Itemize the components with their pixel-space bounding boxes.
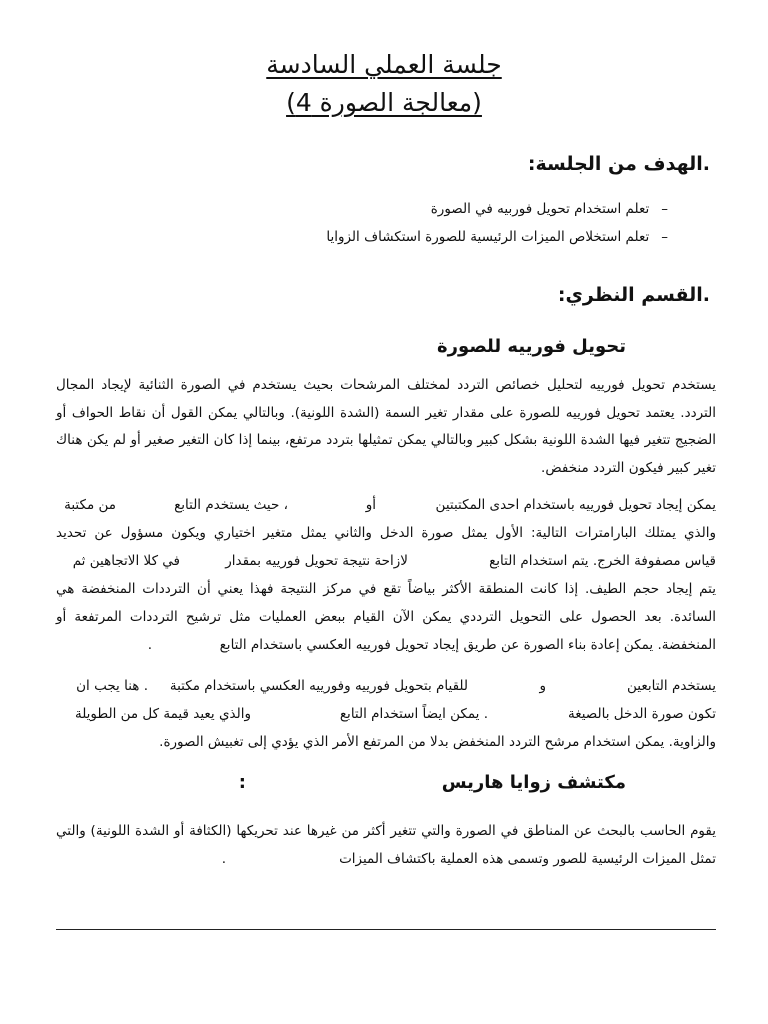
harris-colon: : [238,772,246,793]
para2-line-6 [56,631,716,659]
text-segment: و [539,678,546,694]
text-segment: تكون صورة الدخل بالصيغة [567,706,716,722]
para2-line-3 [56,547,716,575]
para2-line-5: السائدة. بعد الحصول على التحويل الترددي يمكن الآن القيام ببعض العمليات مثل ترشيح الترددات المرتفعة أو [56,609,716,625]
text-segment: للقيام بتحويل فورييه وفورييه العكسي باستخدام مكتبة [169,678,468,694]
para3-line-3: والزاوية. يمكن استخدام مرشح التردد المنخفض بدلا من المرتفع الأمر الذي يؤدي إلى تغبيش الصورة. [159,734,716,750]
harris-line-2 [56,845,716,873]
fourier-paragraph-1: يستخدم تحويل فورييه لتحليل خصائص التردد لمختلف المرشحات بحيث يستخدم في الصورة الثنائية لإيجاد المجال التردد. يعتمد تحويل فورييه للصورة على مقدار تغير السمة (الشدة اللونية). وبالتالي يمكن القول أن نقاط الحواف أو الضجيج تتغير فيها الشدة اللونية بشكل كبير وبالتالي يمكن تمثيلها بتردد مرتفع، بينما إذا كان التغير صغير أو لم يكن هناك تغير كبير فيكون التردد منخفض. [56,377,716,476]
text-segment: لازاحة نتيجة تحويل فورييه بمقدار [225,553,408,569]
para3-line-1 [56,672,716,700]
fourier-heading: تحويل فورييه للصورة [437,336,626,357]
text-segment: ، حيث يستخدم التابع [174,497,288,513]
text-segment: . هنا يجب ان [76,678,148,694]
objective-heading: .الهدف من الجلسة: [527,153,710,175]
text-segment: أو [365,497,376,513]
text-segment: المنخفضة. يمكن إعادة بناء الصورة عن طريق إيجاد تحويل فورييه العكسي باستخدام التابع [219,637,716,653]
objective-item-text: تعلم استخدام تحويل فوربيه في الصورة [430,201,650,217]
para2-line-4: يتم إيجاد حجم الطيف. إذا كانت المنطقة الأكثر بياضاً تقع في مركز النتيجة فهذا يعني أن الترددات المنخفضة هي [56,581,716,597]
bullet-dash: – [661,201,668,217]
text-segment: . [147,637,152,653]
text-segment: من مكتبة [64,497,116,513]
text-segment: والذي يعيد قيمة كل من الطويلة [74,706,251,722]
objective-item-text: تعلم استخلاص الميزات الرئيسية للصورة استكشاف الزوايا [326,229,650,245]
para2-line-2: والذي يمتلك البارامترات التالية: الأول يمثل صورة الدخل والثاني يمثل متغير اختياري ويكون مسؤول عن تحديد [56,525,716,541]
harris-heading: مكتشف زوايا هاريس [441,772,626,793]
page-title: جلسة العملي السادسة [266,50,502,79]
theory-heading: .القسم النظري: [557,284,710,306]
objective-item-2 [326,229,668,245]
footer-divider [56,929,716,930]
text-segment: قياس مصفوفة الخرج. يتم استخدام التابع [489,553,716,569]
bullet-dash: – [661,229,668,245]
para3-line-2 [56,700,716,728]
text-segment: يمكن إيجاد تحويل فورييه باستخدام احدى المكتبتين [435,497,716,513]
text-segment: تمثل الميزات الرئيسية للصور وتسمى هذه العملية باكتشاف الميزات [339,851,716,867]
text-segment: . يمكن ايضاً استخدام التابع [339,706,488,722]
objective-item-1 [431,201,668,217]
para2-line-1 [56,491,716,519]
page-subtitle: (معالجة الصورة 4) [286,88,482,117]
text-segment: يستخدم التابعين [627,678,716,694]
harris-line-1: يقوم الحاسب بالبحث عن المناطق في الصورة والتي تتغير أكثر من غيرها عند تحريكها (الكثافة أو الشدة اللونية) والتي [56,823,716,839]
text-segment: في كلا الاتجاهين ثم [72,553,180,569]
text-segment: . [221,851,226,867]
